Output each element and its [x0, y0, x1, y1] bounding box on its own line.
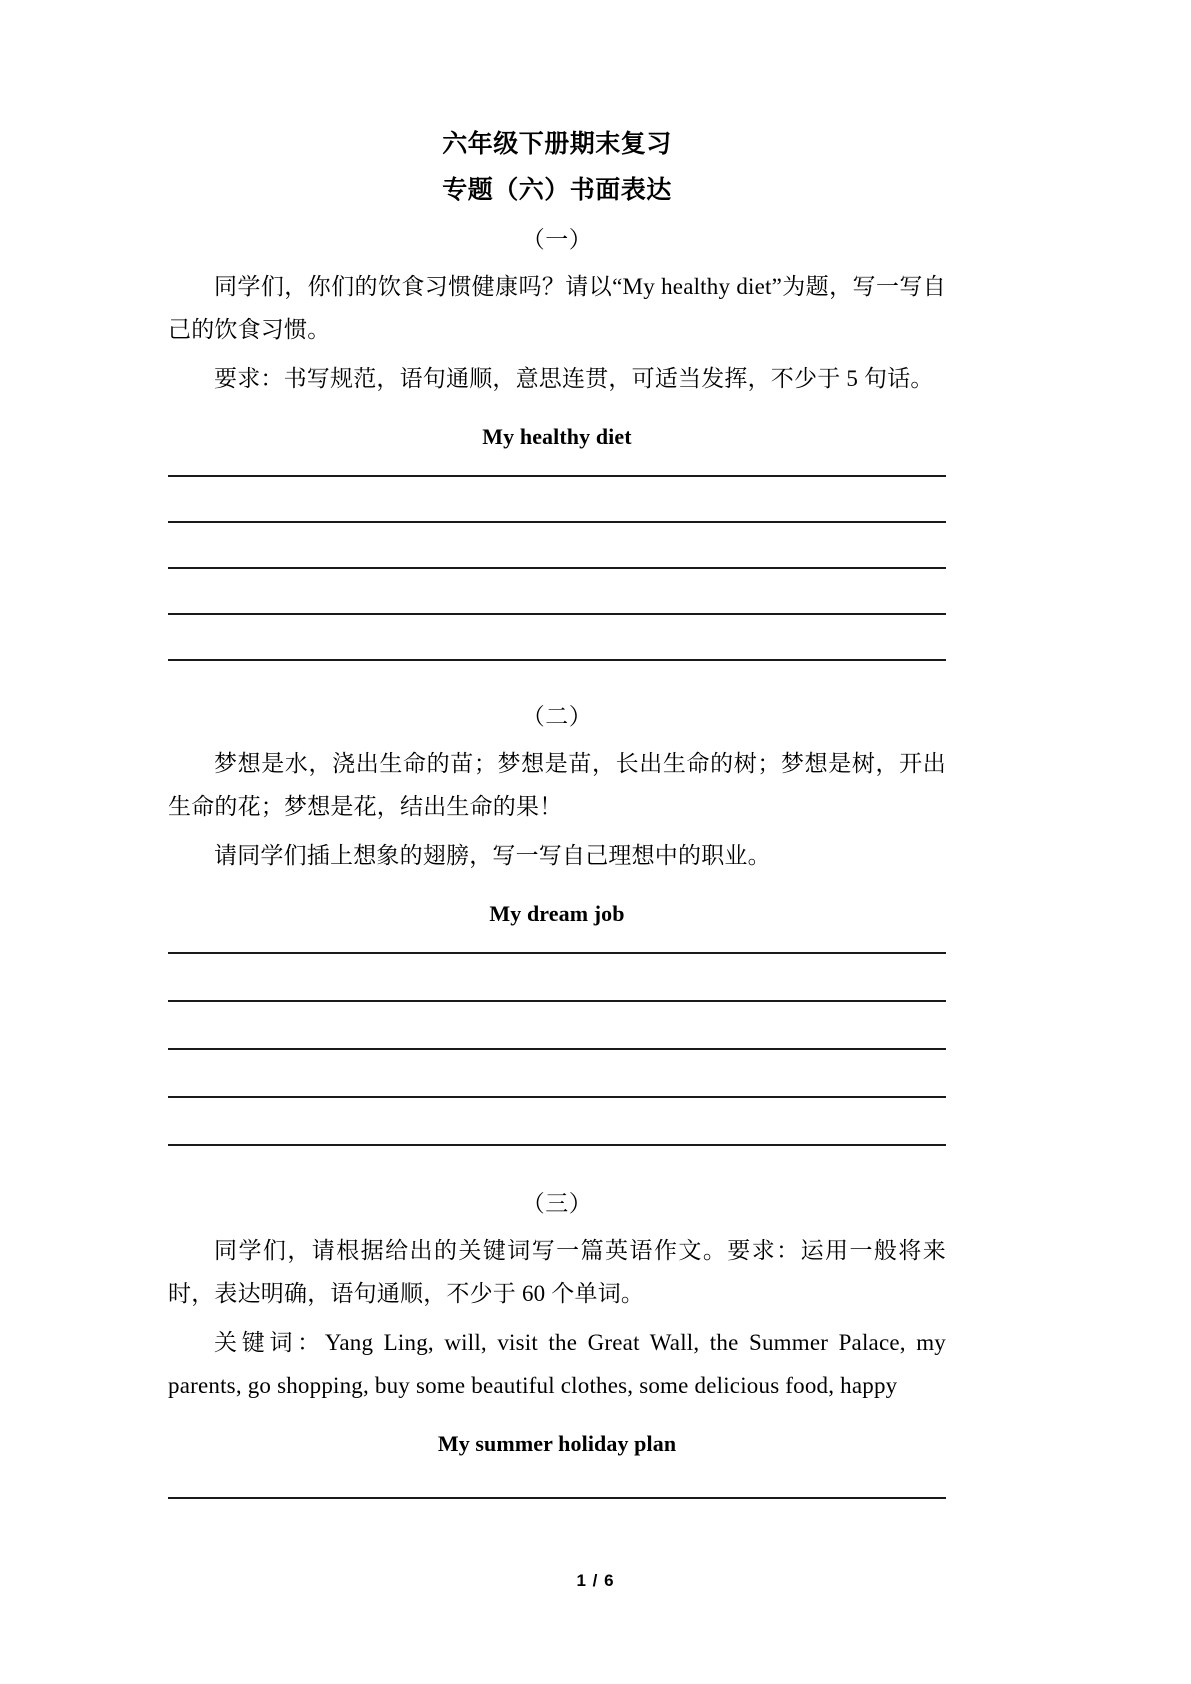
- writing-line: [168, 475, 946, 477]
- writing-line: [168, 521, 946, 523]
- writing-line: [168, 1000, 946, 1002]
- document-content: [168, 0, 946, 1499]
- section-two-composition-title: My dream job: [489, 901, 625, 926]
- section-one-writing-lines: [168, 475, 946, 661]
- section-two-writing-lines: [168, 952, 946, 1146]
- section-one-requirement: 要求：书写规范，语句通顺，意思连贯，可适当发挥，不少于 5 句话。: [214, 366, 934, 391]
- section-number-two: （二）: [521, 704, 593, 729]
- section-three-keywords: 关键词：Yang Ling, will, visit the Great Wall, the Summer Palace, my parents, go shopping, buy some beautiful clothes, some delicious food, happy: [168, 1330, 946, 1398]
- writing-line: [168, 1497, 946, 1499]
- writing-line: [168, 613, 946, 615]
- section-number-one: （一）: [521, 227, 593, 252]
- section-two-requirement: 请同学们插上想象的翅膀，写一写自己理想中的职业。: [214, 843, 771, 868]
- section-number-three: （三）: [521, 1191, 593, 1216]
- document-title-line-1: 六年级下册期末复习: [442, 131, 672, 158]
- document-title-line-2: 专题（六）书面表达: [442, 177, 672, 204]
- section-one-prompt: 同学们，你们的饮食习惯健康吗？请以“My healthy diet”为题，写一写自己的饮食习惯。: [168, 274, 946, 342]
- section-three-writing-lines: [168, 1497, 946, 1499]
- section-two-prompt: 梦想是水，浇出生命的苗；梦想是苗，长出生命的树；梦想是树，开出生命的花；梦想是花，结出生命的果！: [168, 751, 946, 819]
- section-one-composition-title: My healthy diet: [482, 424, 632, 449]
- writing-line: [168, 659, 946, 661]
- section-three-prompt: 同学们，请根据给出的关键词写一篇英语作文。要求：运用一般将来时，表达明确，语句通顺，不少于 60 个单词。: [168, 1238, 946, 1306]
- page-number-footer: 1 / 6: [576, 1571, 615, 1590]
- writing-line: [168, 1048, 946, 1050]
- writing-line: [168, 567, 946, 569]
- section-three-composition-title: My summer holiday plan: [437, 1431, 677, 1456]
- writing-line: [168, 1096, 946, 1098]
- writing-line: [168, 1144, 946, 1146]
- writing-line: [168, 952, 946, 954]
